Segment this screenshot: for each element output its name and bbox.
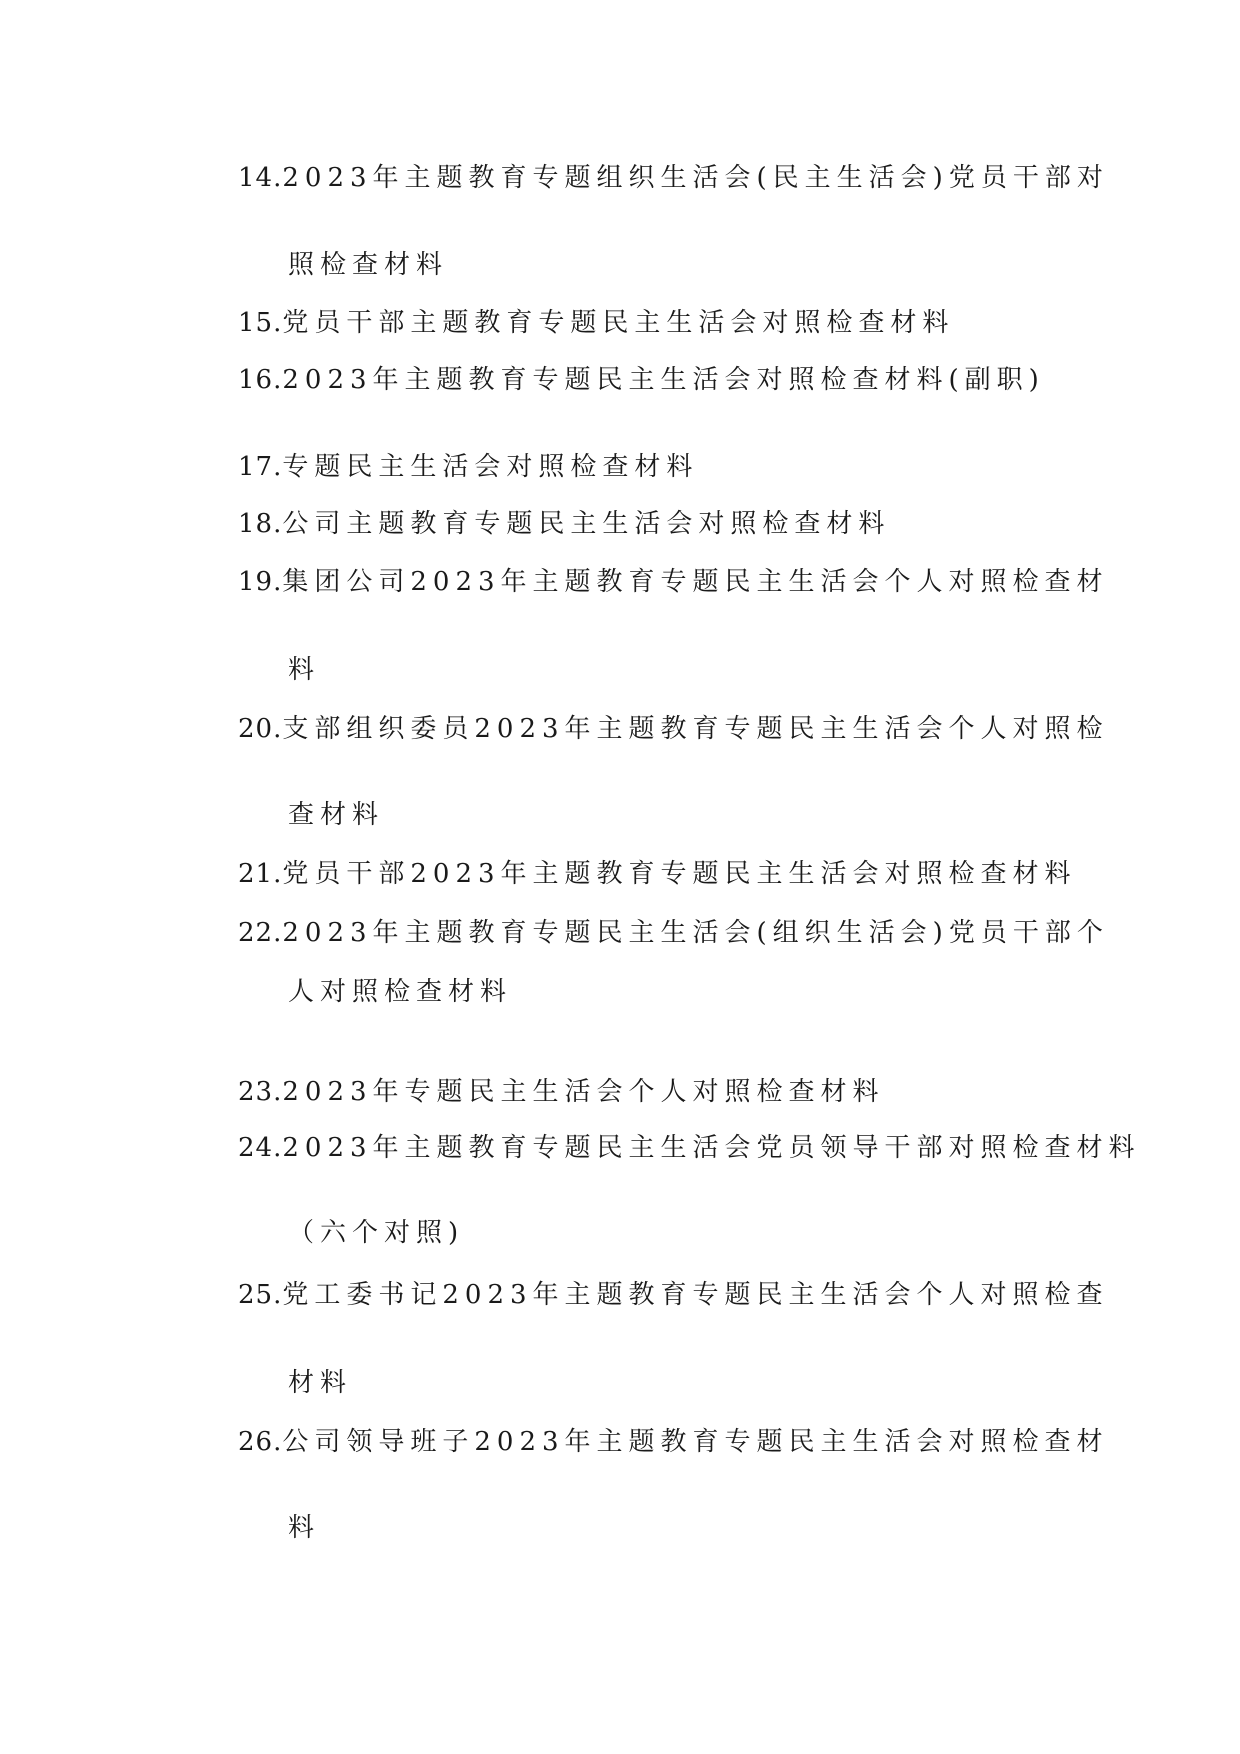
item-number: 24.: [238, 1133, 283, 1163]
item-number: 20.: [238, 714, 283, 744]
item-title: 党员干部主题教育专题民主生活会对照检查材料: [282, 308, 955, 338]
item-title: 党员干部2023年主题教育专题民主生活会对照检查材料: [282, 859, 1077, 889]
list-item-20-continuation: 查材料: [288, 800, 385, 830]
list-item-26-continuation: 料: [288, 1513, 321, 1543]
item-title: 公司领导班子2023年主题教育专题民主生活会对照检查材: [282, 1427, 1109, 1457]
item-title: 公司主题教育专题民主生活会对照检查材料: [282, 509, 891, 539]
item-number: 26.: [238, 1427, 283, 1457]
list-item-25-continuation: 材料: [288, 1368, 353, 1398]
item-number: 17.: [238, 452, 283, 482]
item-title: 2023年主题教育专题民主生活会(组织生活会)党员干部个: [282, 918, 1109, 948]
list-item-18: [238, 506, 890, 542]
list-item-22: [238, 915, 1109, 951]
item-title: 2023年主题教育专题民主生活会党员领导干部对照检查材料: [282, 1133, 1141, 1163]
list-item-15: [238, 305, 954, 341]
item-title: 集团公司2023年主题教育专题民主生活会个人对照检查材: [282, 567, 1109, 597]
item-number: 25.: [238, 1280, 283, 1310]
list-item-20: [238, 711, 1109, 747]
item-number: 22.: [238, 918, 283, 948]
item-number: 23.: [238, 1077, 283, 1107]
item-title: 支部组织委员2023年主题教育专题民主生活会个人对照检: [282, 714, 1109, 744]
list-item-16: [238, 362, 1045, 398]
item-title: 2023年主题教育专题民主生活会对照检查材料(副职): [282, 365, 1045, 395]
list-item-14-continuation: 照检查材料: [288, 250, 449, 280]
list-item-24: [238, 1130, 1141, 1166]
list-item-19-continuation: 料: [288, 655, 321, 685]
item-number: 19.: [238, 567, 283, 597]
item-title: 2023年专题民主生活会个人对照检查材料: [282, 1077, 885, 1107]
item-number: 21.: [238, 859, 283, 889]
list-item-23: [238, 1074, 885, 1110]
item-number: 15.: [238, 308, 283, 338]
list-item-24-continuation: （六个对照): [288, 1218, 465, 1248]
list-item-17: [238, 449, 698, 485]
item-number: 18.: [238, 509, 283, 539]
list-item-21: [238, 856, 1077, 892]
list-item-14: [238, 160, 1109, 196]
list-item-22-continuation: 人对照检查材料: [288, 977, 513, 1007]
item-title: 专题民主生活会对照检查材料: [282, 452, 699, 482]
list-item-19: [238, 564, 1109, 600]
item-title: 党工委书记2023年主题教育专题民主生活会个人对照检查: [282, 1280, 1109, 1310]
list-item-25: [238, 1277, 1109, 1313]
list-item-26: [238, 1424, 1109, 1460]
item-title: 2023年主题教育专题组织生活会(民主生活会)党员干部对: [282, 163, 1109, 193]
item-number: 16.: [238, 365, 283, 395]
item-number: 14.: [238, 163, 283, 193]
